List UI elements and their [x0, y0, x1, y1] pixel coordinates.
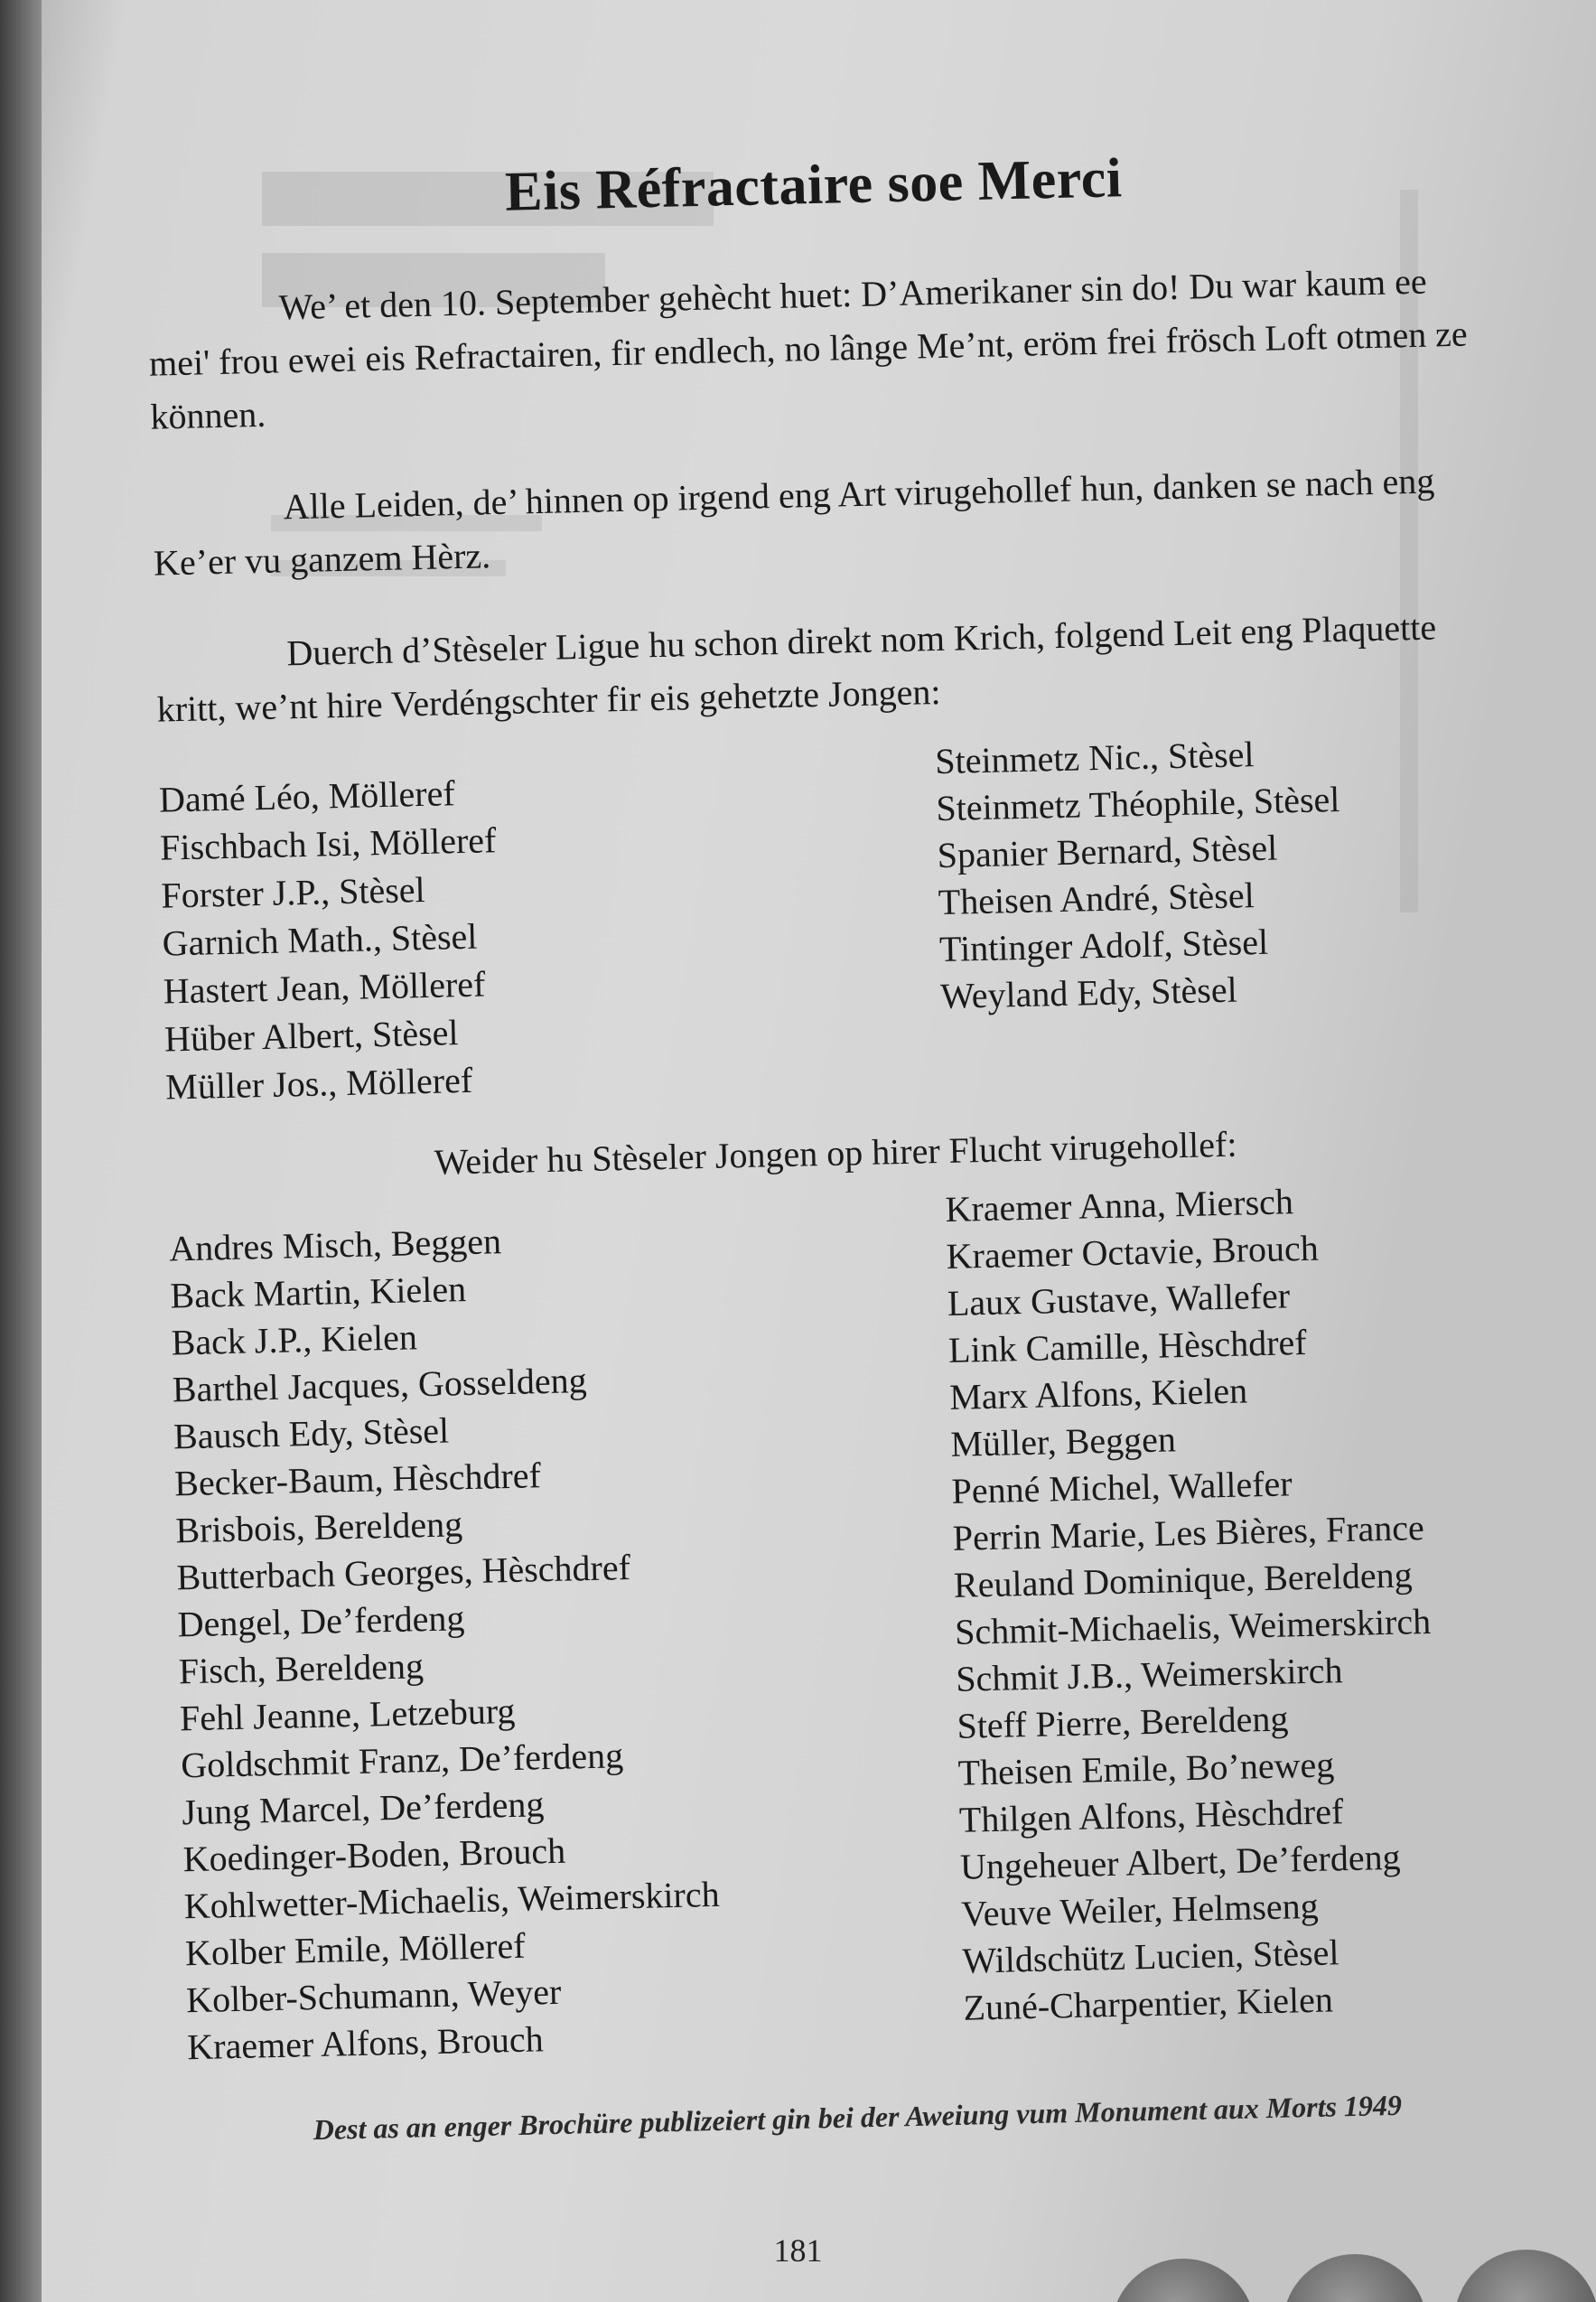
list-item: Back J.P., Kielen — [171, 1316, 418, 1363]
list-item: Steinmetz Théophile, Stèsel — [935, 778, 1340, 829]
list-item: Veuve Weiler, Helmseng — [960, 1885, 1320, 1934]
list-item: Koedinger-Boden, Brouch — [182, 1829, 566, 1880]
page-content — [145, 138, 1526, 2149]
list-item: Ungeheuer Albert, De’ferdeng — [959, 1836, 1402, 1887]
list-item: Andres Misch, Beggen — [168, 1221, 502, 1269]
list-item: Dengel, De’ferdeng — [177, 1597, 465, 1645]
plaquette-list-right-column — [935, 725, 1503, 1093]
list-item: Back Martin, Kielen — [169, 1268, 467, 1316]
helpers-list-left-column — [169, 1208, 965, 2071]
list-item: Goldschmit Franz, De’ferdeng — [180, 1735, 624, 1786]
list-item: Zuné-Charpentier, Kielen — [963, 1979, 1334, 2028]
list-item: Forster J.P., Stèsel — [160, 868, 426, 916]
list-item: Thilgen Alfons, Hèschdref — [958, 1791, 1344, 1840]
list-item: Wildschütz Lucien, Stèsel — [961, 1932, 1339, 1981]
list-item: Becker-Baum, Hèschdref — [173, 1455, 542, 1504]
list-item: Kolber Emile, Mölleref — [184, 1924, 526, 1974]
page-title: Eis Réfractaire soe Merci — [504, 147, 1124, 223]
list-item: Penné Michel, Wallefer — [951, 1463, 1293, 1511]
list-item: Marx Alfons, Kielen — [948, 1370, 1248, 1418]
list-item: Kolber-Schumann, Weyer — [185, 1970, 562, 2021]
list-item: Müller Jos., Mölleref — [164, 1059, 473, 1108]
list-item: Link Camille, Hèschdref — [947, 1321, 1308, 1371]
list-item: Reuland Dominique, Bereldeng — [953, 1554, 1414, 1605]
list-item: Kraemer Anna, Miersch — [945, 1181, 1294, 1230]
list-item: Tintinger Adolf, Stèsel — [938, 921, 1269, 970]
list-item: Damé Léo, Mölleref — [158, 772, 456, 820]
list-item: Laux Gustave, Wallefer — [947, 1275, 1291, 1324]
paragraph-1: We’ et den 10. September gehècht huet: D’Amerikaner sin do! Du war kaum ee mei' frou ewei eis Refractairen, fir endlech, no lânge Me’nt, eröm frei frösch Loft otmen ze können. — [148, 260, 1469, 437]
helpers-list — [168, 1181, 1525, 2071]
source-footnote: Dest as an enger Brochüre publizeiert gin bei der Aweiung vum Monument aux Morts 1949 — [313, 2088, 1403, 2147]
list-item: Hastert Jean, Mölleref — [163, 963, 486, 1012]
list-item: Theisen Emile, Bo’neweg — [957, 1744, 1335, 1793]
list-item: Hüber Albert, Stèsel — [163, 1012, 459, 1060]
list-item: Steinmetz Nic., Stèsel — [934, 734, 1255, 782]
plaquette-recipients-list — [158, 734, 1502, 1110]
book-spine-shadow — [0, 0, 42, 2302]
helpers-list-right-column — [945, 1174, 1525, 2054]
paragraph-2: Alle Leiden, de’ hinnen op irgend eng Art virugehollef hun, danken se nach eng Ke’er vu ganzem Hèrz. — [153, 460, 1435, 584]
list-item: Bausch Edy, Stèsel — [173, 1409, 450, 1457]
list-item: Fehl Jeanne, Letzeburg — [179, 1689, 516, 1739]
list-item: Steff Pierre, Bereldeng — [957, 1698, 1289, 1746]
list-item: Kraemer Alfons, Brouch — [186, 2018, 545, 2068]
list-item: Schmit J.B., Weimerskirch — [955, 1650, 1343, 1699]
list-item: Schmit-Michaelis, Weimerskirch — [954, 1600, 1432, 1652]
list-item: Spanier Bernard, Stèsel — [937, 827, 1278, 876]
list-item: Fisch, Bereldeng — [178, 1645, 425, 1692]
list-item: Weyland Edy, Stèsel — [939, 969, 1238, 1017]
list-item: Garnich Math., Stèsel — [162, 915, 478, 964]
paragraph-3: Duerch d’Stèseler Ligue hu schon direkt nom Krich, folgend Leit eng Plaquette kritt, we’nt hire Verdéngschter fir eis gehetzte Jongen: — [156, 606, 1437, 730]
list-item: Jung Marcel, De’ferdeng — [181, 1783, 545, 1833]
list-item: Barthel Jacques, Gosseldeng — [172, 1360, 588, 1410]
list-item: Müller, Beggen — [949, 1418, 1177, 1464]
list-item: Kohlwetter-Michaelis, Weimerskirch — [183, 1873, 721, 1927]
plaquette-list-left-column — [158, 758, 942, 1110]
page-number: 181 — [773, 2232, 823, 2269]
helpers-subheading: Weider hu Stèseler Jongen op hirer Flucht virugehollef: — [434, 1123, 1237, 1183]
list-item: Butterbach Georges, Hèschdref — [176, 1546, 631, 1598]
list-item: Kraemer Octavie, Brouch — [946, 1227, 1320, 1277]
list-item: Perrin Marie, Les Bières, France — [952, 1507, 1425, 1558]
list-item: Theisen André, Stèsel — [938, 875, 1255, 923]
list-item: Fischbach Isi, Mölleref — [159, 819, 497, 868]
list-item: Brisbois, Bereldeng — [174, 1503, 463, 1551]
